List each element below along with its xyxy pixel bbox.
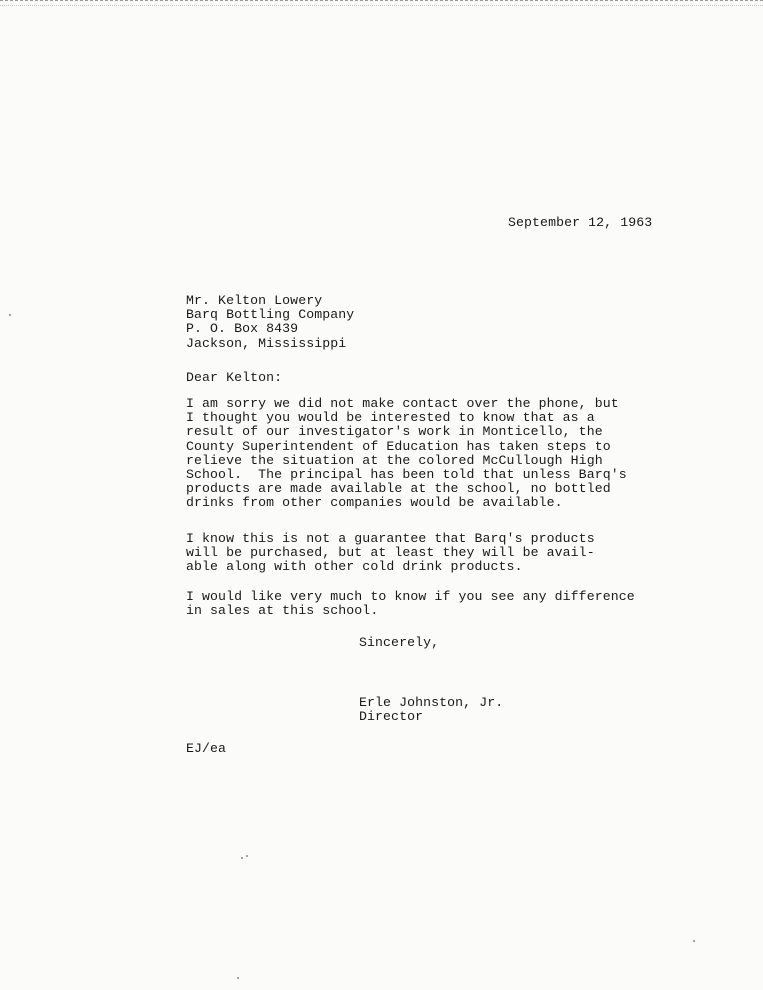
recipient-name: Mr. Kelton Lowery xyxy=(186,293,323,308)
speck xyxy=(9,314,11,316)
letter-date: September 12, 1963 xyxy=(508,215,653,230)
paragraph-2 xyxy=(186,532,595,575)
paragraph-1 xyxy=(186,397,627,511)
recipient-city: Jackson, Mississippi xyxy=(186,335,347,351)
recipient-address xyxy=(186,294,354,351)
speck xyxy=(693,940,695,942)
salutation: Dear Kelton: xyxy=(186,370,283,385)
recipient-company: Barq Bottling Company xyxy=(186,307,355,323)
paragraph-line: will be purchased, but at least they will be avail- xyxy=(186,545,595,561)
signer-title: Director xyxy=(359,709,424,725)
signer-name: Erle Johnston, Jr. xyxy=(359,695,504,710)
paragraph-line: result of our investigator's work in Monticello, the xyxy=(186,424,603,440)
paragraph-line: relieve the situation at the colored McCullough High xyxy=(186,452,603,468)
speck xyxy=(237,977,239,979)
speck xyxy=(241,857,243,859)
paragraph-line: able along with other cold drink products. xyxy=(186,559,523,575)
paragraph-line: I thought you would be interested to know that as a xyxy=(186,410,595,426)
paragraph-line: I would like very much to know if you see any difference xyxy=(186,589,635,604)
paragraph-line: products are made available at the school, no bottled xyxy=(186,481,611,497)
paragraph-line: drinks from other companies would be available. xyxy=(186,495,563,511)
paragraph-line: I am sorry we did not make contact over the phone, but xyxy=(186,396,619,411)
speck xyxy=(246,855,248,857)
paragraph-line: in sales at this school. xyxy=(186,603,379,619)
recipient-po-box: P. O. Box 8439 xyxy=(186,321,299,337)
paragraph-line: County Superintendent of Education has taken steps to xyxy=(186,438,611,454)
closing: Sincerely, xyxy=(359,635,440,650)
paper-top-edge xyxy=(0,0,763,6)
paragraph-line: I know this is not a guarantee that Barq's products xyxy=(186,531,595,546)
signature-block xyxy=(359,696,503,724)
paragraph-line: School. The principal has been told that unless Barq's xyxy=(186,467,627,483)
typist-initials: EJ/ea xyxy=(186,741,227,756)
paragraph-3 xyxy=(186,590,635,618)
